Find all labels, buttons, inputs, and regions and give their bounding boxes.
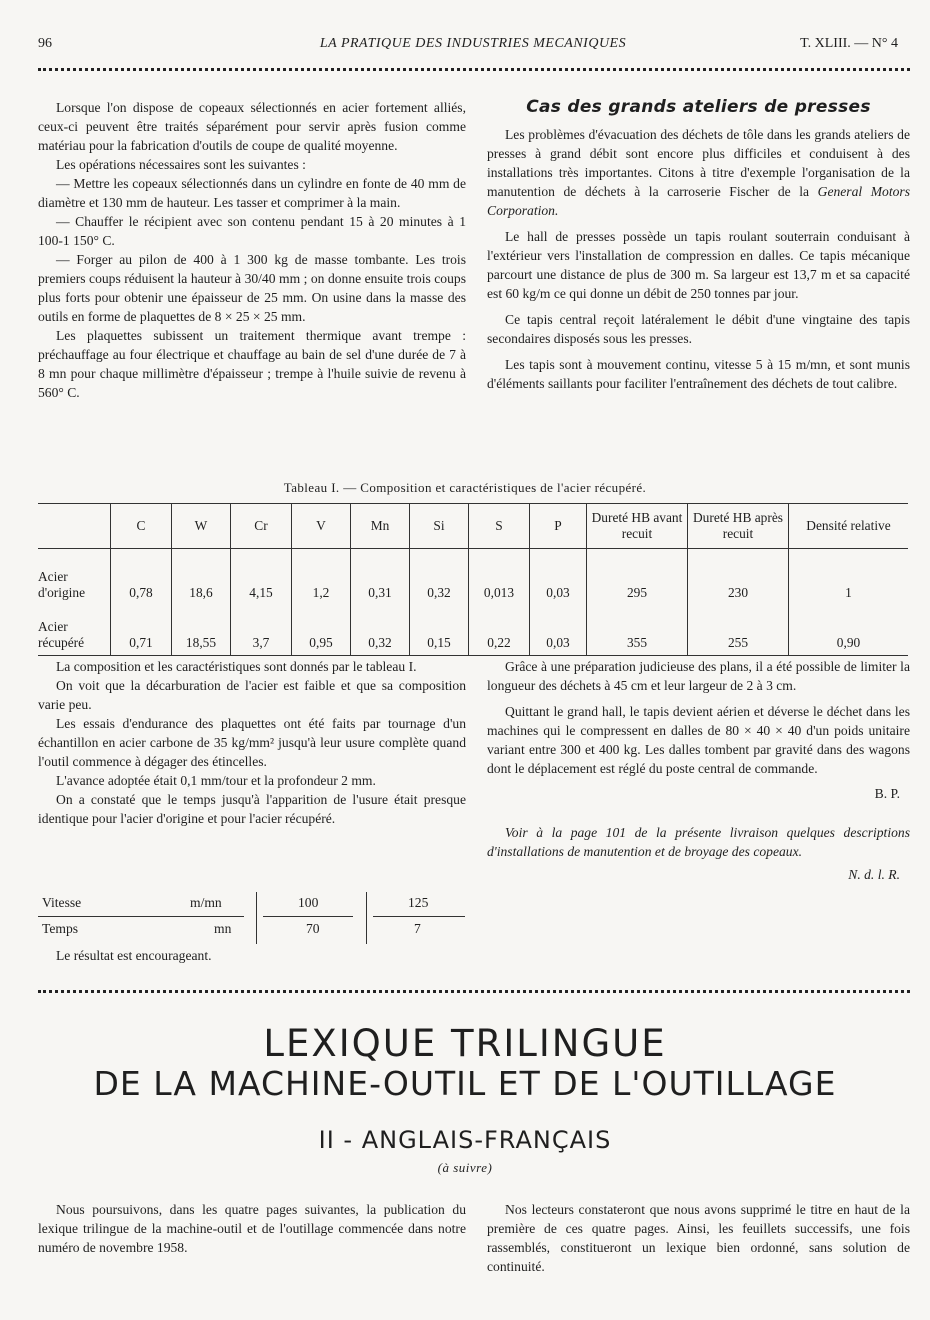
- table-header-cell: [38, 504, 111, 549]
- table-cell: 295: [587, 549, 688, 606]
- table-header-cell: Densité relative: [789, 504, 909, 549]
- table-cell: 3,7: [231, 605, 292, 656]
- paragraph: On voit que la décarburation de l'acier est faible et que sa composition varie peu.: [38, 678, 466, 712]
- paragraph: Grâce à une préparation judicieuse des plans, il a été possible de limiter la longueur des déchets à 45 cm et leur largeur de 2 à 3 cm.: [487, 659, 910, 693]
- table-header-cell: V: [292, 504, 351, 549]
- table-header-cell: Dureté HB avant recuit: [587, 504, 688, 549]
- editor-note: Voir à la page 101 de la présente livraison quelques descriptions d'installations de manutention et de broyage des copeaux.: [487, 825, 910, 859]
- time-label: Temps: [42, 921, 79, 936]
- speed-value: 100: [298, 895, 319, 910]
- paragraph: La composition et les caractéristiques sont donnés par le tableau I.: [56, 659, 417, 674]
- page-number: 96: [38, 36, 52, 51]
- speed-unit: m/mn: [190, 895, 222, 910]
- composition-table: [38, 503, 908, 656]
- table-cell: 0,71: [111, 605, 172, 656]
- paragraph: Le hall de presses possède un tapis roulant souterrain conduisant à l'extérieur vers l'installation de compression en dalles. Ce tapis mécanique parcourt une distance de plus de 300 m. Sa largeur est 13,7 m et sa capacité est 60 kg/m ce qui donne un débit de 250 tonnes par jour.: [487, 229, 910, 301]
- paragraph: Quittant le grand hall, le tapis devient aérien et déverse le déchet dans les machines qui le compressent en dalles de 80 × 40 × 40 d'un poids unitaire variant entre 300 et 400 kg. Les dalles tombent par gravité dans des wagons dont le déplacement est réglé du poste central de commande.: [487, 704, 910, 776]
- table-cell: 0,013: [469, 549, 530, 606]
- table-header-cell: P: [530, 504, 587, 549]
- paragraph: — Forger au pilon de 400 à 1 300 kg de masse tombante. Les trois premiers coups réduisent la hauteur à 30/40 mm ; on donne ensuite trois coups plus forts pour obtenir une épaisseur de 25 mm. On usine dans la masse des outils en forme de plaquettes de 8 × 25 × 25 mm.: [38, 252, 466, 324]
- table-caption: Tableau I. — Composition et caractéristiques de l'acier récupéré.: [283, 480, 647, 495]
- speed-time-table: [38, 892, 468, 944]
- left-column-top: [38, 98, 466, 402]
- table-cell: 0,78: [111, 549, 172, 606]
- table-cell: 0,22: [469, 605, 530, 656]
- table-header-cell: Dureté HB après recuit: [688, 504, 789, 549]
- paragraph: — Chauffer le récipient avec son contenu pendant 15 à 20 minutes à 1 100-1 150° C.: [38, 214, 466, 248]
- table-header-cell: C: [111, 504, 172, 549]
- table-cell: 1,2: [292, 549, 351, 606]
- table-cell: 18,6: [172, 549, 231, 606]
- column-divider: [256, 892, 257, 944]
- lexique-title-line2: DE LA MACHINE-OUTIL ET DE L'OUTILLAGE: [93, 1064, 837, 1103]
- table-cell: 4,15: [231, 549, 292, 606]
- row-label: Acier récupéré: [38, 605, 111, 656]
- table-row: [38, 605, 908, 656]
- paragraph: On a constaté que le temps jusqu'à l'apparition de l'usure était presque identique pour l'acier d'origine et pour l'acier récupéré.: [38, 792, 466, 826]
- time-unit: mn: [214, 921, 232, 936]
- table-cell: 0,03: [530, 549, 587, 606]
- table-header-cell: S: [469, 504, 530, 549]
- right-column-bottom: [487, 657, 910, 884]
- paragraph: L'avance adoptée était 0,1 mm/tour et la profondeur 2 mm.: [56, 773, 376, 788]
- table-header-cell: Mn: [351, 504, 410, 549]
- paragraph: [487, 125, 910, 220]
- table-cell: 18,55: [172, 605, 231, 656]
- row-label: Acier d'origine: [38, 569, 86, 600]
- speed-label: Vitesse: [42, 895, 82, 910]
- issue-number: T. XLIII. — N° 4: [800, 36, 898, 51]
- table-cell: 0,32: [351, 605, 410, 656]
- table-cell: 1: [789, 549, 909, 606]
- table-cell: 255: [688, 605, 789, 656]
- paragraph-text: Les problèmes d'évacuation des déchets de tôle dans les grands ateliers de presses à grand débit sont encore plus difficiles et conduisent à des installations très importantes. Citons à titre d'exemple l'organisation de la manutention de déchets à la carroserie Fischer de la: [487, 127, 910, 199]
- lexique-intro-left: [38, 1200, 466, 1257]
- paragraph: — Mettre les copeaux sélectionnés dans un cylindre en fonte de 40 mm de diamètre et 130 mm de hauteur. Les tasser et comprimer à la main.: [38, 176, 466, 210]
- table-cell: 0,31: [351, 549, 410, 606]
- lexique-subtitle: II - ANGLAIS-FRANÇAIS: [318, 1126, 612, 1154]
- time-value: 70: [306, 921, 320, 936]
- table-header-row: [38, 504, 908, 549]
- table-cell: 0,03: [530, 605, 587, 656]
- author-signature: B. P.: [874, 786, 900, 801]
- section-title: Cas des grands ateliers de presses: [526, 97, 871, 117]
- table-cell: 0,32: [410, 549, 469, 606]
- table-cell: 0,15: [410, 605, 469, 656]
- paragraph: Ce tapis central reçoit latéralement le débit d'une vingtaine des tapis secondaires disposés sous les presses.: [487, 312, 910, 346]
- left-column-bottom: [38, 657, 466, 828]
- section-divider: [38, 990, 910, 997]
- paragraph: Nos lecteurs constateront que nous avons supprimé le titre en haut de la première de ces quatre pages. Ainsi, les feuillets successifs, une fois rassemblés, constitueront un lexique bien ordonné, sans solution de continuité.: [487, 1202, 910, 1274]
- column-divider: [366, 892, 367, 944]
- time-value: 7: [414, 921, 421, 936]
- speed-value: 125: [408, 895, 429, 910]
- journal-title: LA PRATIQUE DES INDUSTRIES MECANIQUES: [319, 36, 627, 51]
- table-header-cell: Cr: [231, 504, 292, 549]
- paragraph: Les opérations nécessaires sont les suivantes :: [56, 157, 306, 172]
- table-cell: 0,90: [789, 605, 909, 656]
- editor-note-signature: N. d. l. R.: [848, 867, 900, 882]
- paragraph: Lorsque l'on dispose de copeaux sélectionnés en acier fortement alliés, ceux-ci peuvent être traités séparément pour servir après fusion comme matériau pour la fabrication d'outils de coupe de qualité moyenne.: [38, 100, 466, 153]
- row-divider: [263, 916, 353, 917]
- speed-row: [38, 892, 468, 918]
- table-cell: 230: [688, 549, 789, 606]
- paragraph: Les plaquettes subissent un traitement thermique avant trempe : préchauffage au four électrique et chauffage au bain de sel d'une durée de 7 à 8 mn pour chaque millimètre d'épaisseur ; trempe à l'huile suivie de revenu à 560° C.: [38, 328, 466, 400]
- header-divider: [38, 68, 910, 75]
- conclusion-text: Le résultat est encourageant.: [56, 948, 212, 963]
- to-be-continued: (à suivre): [437, 1160, 493, 1175]
- paragraph: Les tapis sont à mouvement continu, vitesse 5 à 15 m/mn, et sont munis d'éléments saillants pour faciliter l'entraînement des déchets de tout calibre.: [487, 357, 910, 391]
- row-divider: [373, 916, 465, 917]
- page-header: [38, 36, 908, 56]
- lexique-intro-right: [487, 1200, 910, 1276]
- time-row: [38, 918, 468, 944]
- table-header-cell: Si: [410, 504, 469, 549]
- right-column-top: [487, 98, 910, 393]
- table-header-cell: W: [172, 504, 231, 549]
- company-name: General Motors Corporation.: [487, 184, 910, 218]
- paragraph: Nous poursuivons, dans les quatre pages suivantes, la publication du lexique trilingue de la machine-outil et de l'outillage commencée dans notre numéro de novembre 1958.: [38, 1202, 466, 1255]
- conclusion-block: [38, 946, 466, 965]
- paragraph: Les essais d'endurance des plaquettes ont été faits par tournage d'un échantillon en acier carbone de 35 kg/mm² jusqu'à leur usure complète quand l'outil commence à dégager des étincelles.: [38, 716, 466, 769]
- row-divider: [38, 916, 244, 917]
- table-cell: 0,95: [292, 605, 351, 656]
- lexique-title-line1: LEXIQUE TRILINGUE: [263, 1022, 667, 1065]
- table-cell: 355: [587, 605, 688, 656]
- table-row: [38, 549, 908, 606]
